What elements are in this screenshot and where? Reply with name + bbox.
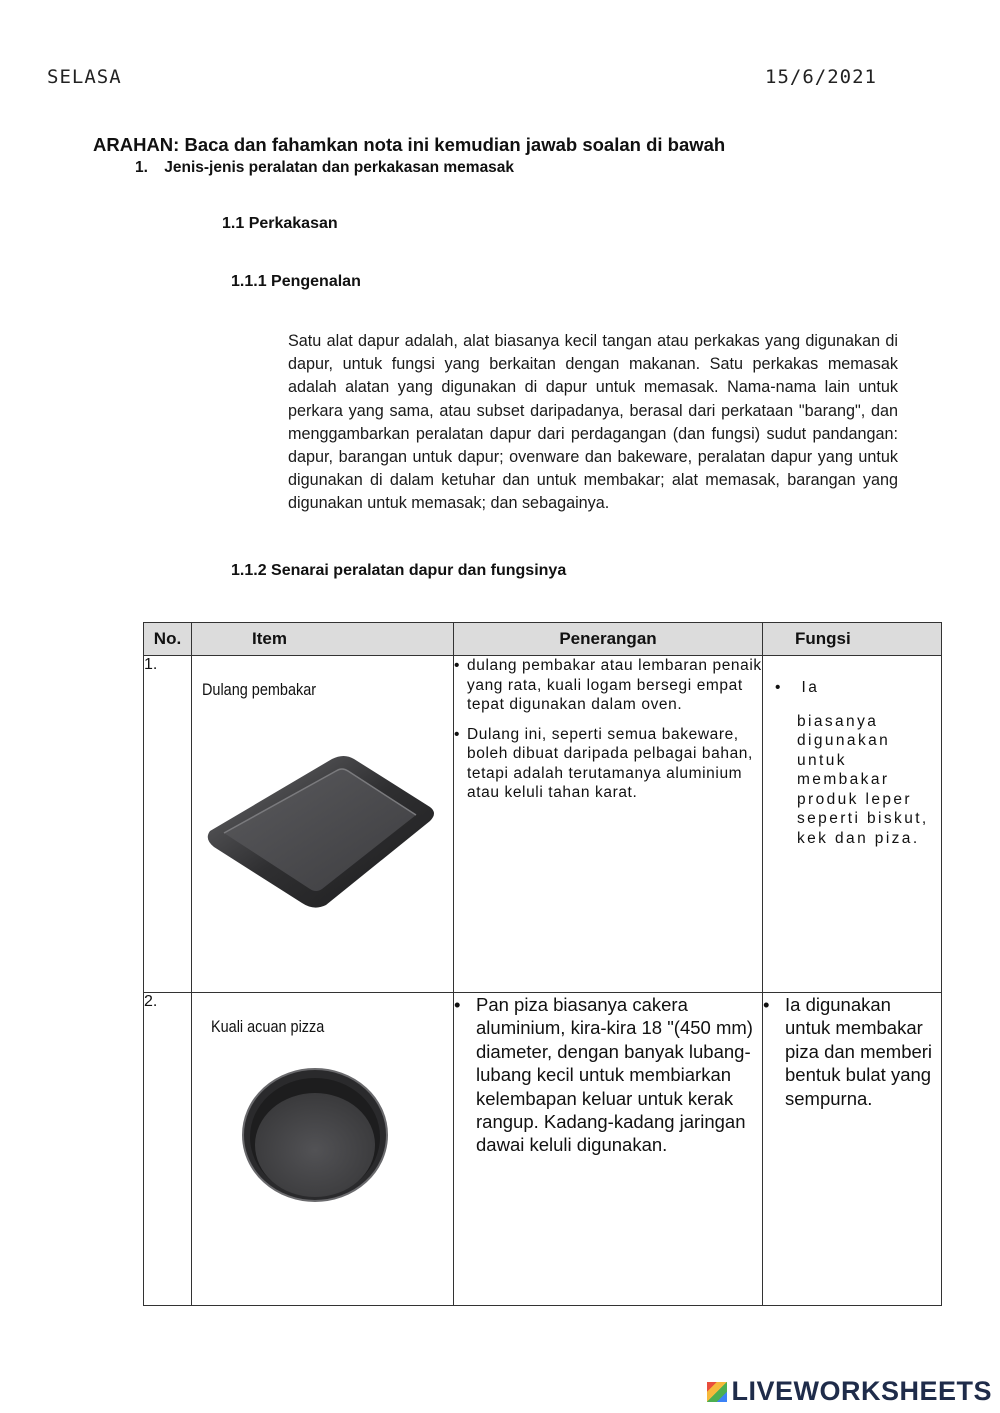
item-cell: [192, 993, 454, 1306]
baking-tray-image: [202, 751, 442, 921]
row-number: 2.: [144, 993, 192, 1306]
list-item: [454, 725, 762, 803]
item-cell: [192, 656, 454, 993]
intro-paragraph: Satu alat dapur adalah, alat biasanya kecil tangan atau perkakas yang digunakan di dapur, untuk fungsi yang berkaitan dengan makanan. Satu perkakas memasak adalah alatan yang digunakan di dapur untuk memasak. Nama-nama lain untuk perkara yang sama, atau subset daripadanya, berasal dari perkataan "barang", dan menggambarkan peralatan dapur dari perdagangan (dan fungsi) sudut pandangan: dapur, barangan untuk dapur; ovenware dan bakeware, peralatan dapur yang untuk digunakan di dalam ketuhar dan untuk membakar; alat memasak, barangan yang digunakan untuk memasak; dan sebagainya.: [288, 332, 898, 513]
section-1-1-1-heading: 1.1.1 Pengenalan: [231, 273, 361, 290]
description-cell: [454, 993, 763, 1306]
table-row: [144, 656, 942, 993]
equipment-table: [143, 622, 942, 1306]
item-label: Dulang pembakar: [202, 680, 317, 699]
table-header-row: [144, 623, 942, 656]
section-1-heading: [135, 159, 514, 177]
list-item: [763, 993, 941, 1110]
list-item: [454, 656, 762, 715]
function-cell: [763, 656, 942, 993]
instruction-heading: ARAHAN: Baca dan fahamkan nota ini kemudian jawab soalan di bawah: [93, 134, 726, 155]
bullet: •: [454, 657, 461, 674]
table-row: [144, 993, 942, 1306]
header-fungsi: Fungsi: [763, 623, 942, 656]
description-text: Pan piza biasanya cakera aluminium, kira-kira 18 "(450 mm) diameter, dengan banyak lubang-lubang kecil untuk membiarkan kelembapan keluar untuk kerak rangup. Kadang-kadang jaringan dawai keluli digunakan.: [476, 994, 753, 1156]
function-cell: [763, 993, 942, 1306]
function-first-line: [775, 678, 937, 698]
section-1-title: Jenis-jenis peralatan dan perkakasan memasak: [164, 159, 515, 176]
function-first-word: Ia: [801, 679, 820, 696]
liveworksheets-logo[interactable]: [707, 1376, 992, 1407]
logo-icon: [707, 1382, 727, 1402]
section-1-number: 1.: [135, 159, 148, 176]
pizza-pan-image: [240, 1065, 390, 1205]
bullet: •: [775, 679, 783, 696]
section-1-1-heading: 1.1 Perkakasan: [222, 215, 338, 232]
day-label: SELASA: [47, 66, 122, 88]
item-label: Kuali acuan pizza: [211, 1017, 325, 1036]
bullet: •: [454, 725, 461, 743]
date-label: 15/6/2021: [765, 66, 877, 88]
section-1-1-2-heading: 1.1.2 Senarai peralatan dapur dan fungsinya: [231, 562, 567, 579]
header-no: No.: [144, 623, 192, 656]
list-item: [454, 993, 762, 1157]
function-text: Ia digunakan untuk membakar piza dan memberi bentuk bulat yang sempurna.: [785, 994, 933, 1109]
function-list: [763, 993, 941, 1110]
bullet: •: [763, 994, 770, 1015]
logo-text: LIVEWORKSHEETS: [731, 1376, 992, 1406]
header-item: Item: [192, 623, 454, 656]
description-list: [454, 993, 762, 1157]
function-text: [763, 656, 941, 848]
description-text: Dulang ini, seperti semua bakeware, boleh dibuat daripada pelbagai bahan, tetapi adalah terutamanya aluminium atau keluli tahan karat.: [467, 725, 753, 801]
description-text: dulang pembakar atau lembaran penaik yang rata, kuali logam bersegi empat tepat digunakan dalam oven.: [467, 657, 762, 713]
header-penerangan: Penerangan: [454, 623, 763, 656]
description-cell: [454, 656, 763, 993]
row-number: 1.: [144, 656, 192, 993]
description-list: [454, 656, 762, 803]
function-rest: biasanya digunakan untuk membakar produk leper seperti biskut, kek dan piza.: [797, 712, 929, 847]
bullet: •: [454, 994, 461, 1015]
